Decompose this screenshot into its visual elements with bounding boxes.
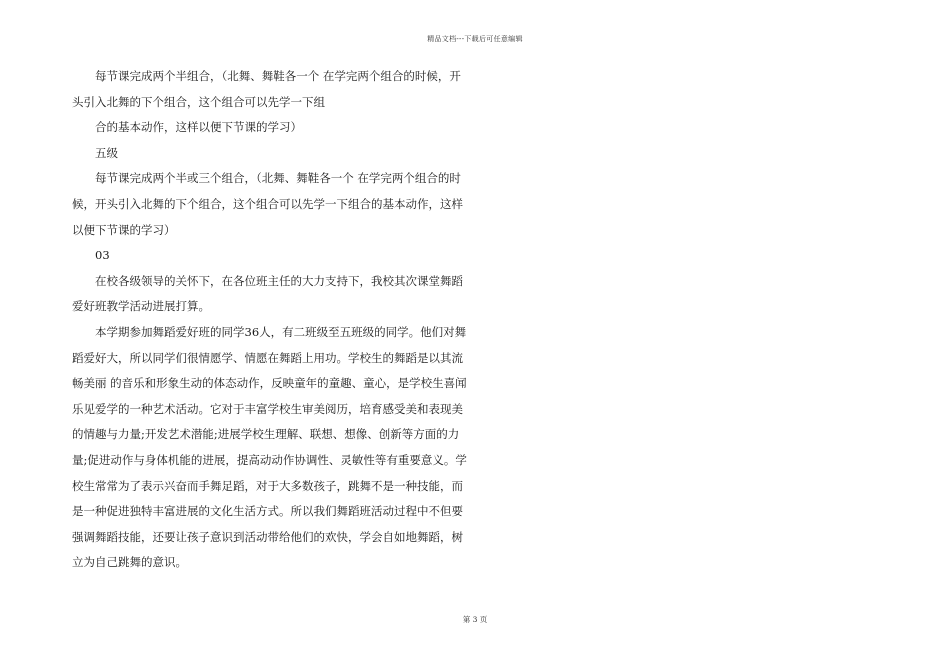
text-line: 合的基本动作，这样以便下节课的学习） bbox=[95, 120, 302, 135]
text-line: 强调舞蹈技能，还要让孩子意识到活动带给他们的欢快，学会自如地舞蹈，树 bbox=[72, 529, 463, 544]
text-line: 是一种促进独特丰富进展的文化生活方式。所以我们舞蹈班活动过程中不但要 bbox=[72, 504, 463, 519]
text-line: 在校各级领导的关怀下，在各位班主任的大力支持下，我校其次课堂舞蹈 bbox=[95, 273, 463, 288]
text-line: 乐见爱学的一种艺术活动。它对于丰富学校生审美阅历，培育感受美和表现美 bbox=[72, 401, 463, 416]
text-line: 量;促进动作与身体机能的进展，提高动动作协调性、灵敏性等有重要意义。学 bbox=[72, 452, 467, 467]
text-line: 畅美丽 的音乐和形象生动的体态动作，反映童年的童趣、童心，是学校生喜闻 bbox=[72, 376, 467, 391]
text-line: 03 bbox=[95, 248, 110, 263]
text-line: 蹈爱好大，所以同学们很情愿学、情愿在舞蹈上用功。学校生的舞蹈是以其流 bbox=[72, 350, 463, 365]
text-line: 每节课完成两个半或三个组合，（北舞、舞鞋各一个 在学完两个组合的时 bbox=[95, 171, 461, 186]
text-line: 立为自己跳舞的意识。 bbox=[72, 555, 187, 570]
text-line: 每节课完成两个半组合，（北舞、舞鞋各一个 在学完两个组合的时候，开 bbox=[95, 69, 461, 83]
page-header-note: 精品文档---下载后可任意编辑 bbox=[427, 35, 523, 43]
text-line: 五级 bbox=[95, 145, 118, 160]
document-body bbox=[72, 64, 472, 576]
text-line: 以便下节课的学习） bbox=[72, 222, 176, 237]
text-line: 校生常常为了表示兴奋而手舞足蹈，对于大多数孩子，跳舞不是一种技能，而 bbox=[72, 478, 463, 493]
page-number: 第 3 页 bbox=[462, 615, 488, 624]
text-line: 的情趣与力量;开发艺术潜能;进展学校生理解、联想、想像、创新等方面的力 bbox=[72, 427, 460, 442]
text-line: 爱好班教学活动进展打算。 bbox=[72, 299, 210, 314]
text-line: 本学期参加舞蹈爱好班的同学36人，有二班级至五班级的同学。他们对舞 bbox=[95, 324, 467, 339]
text-line: 候，开头引入北舞的下个组合，这个组合可以先学一下组合的基本动作，这样 bbox=[72, 196, 463, 211]
text-line: 头引入北舞的下个组合，这个组合可以先学一下组 bbox=[72, 94, 325, 109]
